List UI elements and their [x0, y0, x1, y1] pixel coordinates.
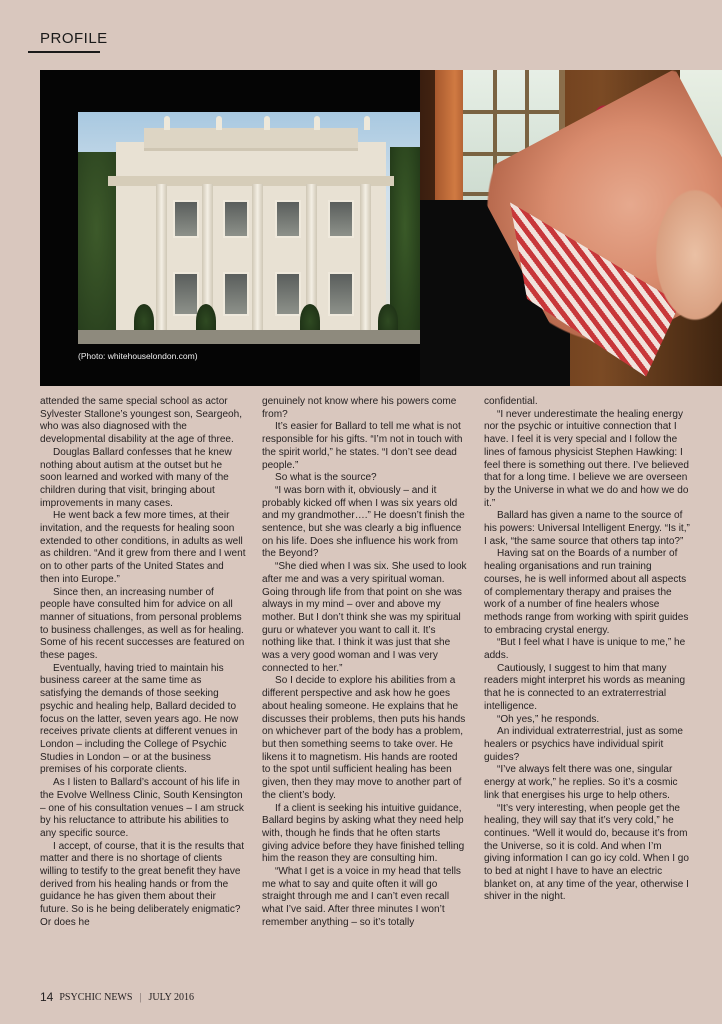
- article-paragraph: “But I feel what I have is unique to me,” he adds.: [484, 637, 686, 662]
- article-paragraph: “I’ve always felt there was one, singular energy at work,” he replies. So it’s a cosmic link that energises his urge to help others.: [484, 764, 678, 801]
- publication-name: PSYCHIC NEWS: [59, 991, 133, 1003]
- healer-hand: [650, 180, 722, 330]
- issue-date: JULY 2016: [148, 991, 195, 1003]
- article-paragraph: “What I get is a voice in my head that tells me what to say and quite often it will go straight through me and I can’t even recall what I’ve said. After three minutes I won’t remember anything – so it’s totally: [262, 866, 461, 928]
- article-paragraph: “I never underestimate the healing energy nor the psychic or intuitive connection that I have. I feel it is very special and I follow the lines of famous physicist Stephen Hawking: I feel there is something out there. I’ve believed that for a long time. I believe we are overseen by the Universe in what we do and how we do it.”: [484, 408, 689, 509]
- article-paragraph: attended the same special school as actor Sylvester Stallone’s youngest son, Seargeoh, who was also diagnosed with the developmental disability at the age of three.: [40, 396, 242, 446]
- hero-photo: [40, 70, 722, 386]
- article-paragraph: “I was born with it, obviously – and it probably kicked off when I was six years old and my grandmother….” He doesn’t finish the sentence, but she was clearly a big influence on his life. Does she influence his work from the Beyond?: [262, 484, 465, 560]
- article-paragraph: Since then, an increasing number of people have consulted him for advice on all manner of situations, from personal problems to business challenges, as well as for healing. Some of his recent successes are featured on these pages.: [40, 586, 245, 662]
- building-attic: [144, 128, 358, 151]
- article-paragraph: So I decide to explore his abilities from a different perspective and ask how he goes about healing someone. He explains that he discusses their problems, then puts his hands on whichever part of the body has a problem, but then something seems to take over. He likens it to magnetism. His hands are rooted to the spot until sufficient healing has been given, then they may move to another part of the client’s body.: [262, 675, 466, 801]
- article-paragraph: genuinely not know where his powers come from?: [262, 396, 457, 420]
- article-paragraph: Eventually, having tried to maintain his business career at the same time as satisfying the demands of those seeking psychic and healing help, Ballard decided to focus on the latter, seven years ago. He now receives private clients at different venues in London – including the College of Psychic Studies in London – or at the business premises of his corporate clients.: [40, 662, 239, 776]
- article-paragraph: I accept, of course, that it is the results that matter and there is no shortage of clients willing to testify to the great benefit they have derived from his healing hands or from the guidance he has given them about their future. So is he being deliberately enigmatic? Or does he: [40, 840, 244, 928]
- article-paragraph: “She died when I was six. She used to look after me and was a very spiritual woman. Going through life from that point on she was always in my mind – over and above my mother. But I don’t think she was my spiritual guru or whatever you want to call it. It’s nothing like that. I think it was just that she was a very good woman and I was very connected to her.”: [262, 561, 467, 674]
- article-column-2: [262, 396, 468, 930]
- article-column-3: [484, 396, 690, 904]
- section-label: PROFILE: [40, 30, 108, 47]
- article-paragraph: confidential.: [484, 396, 538, 407]
- page-number: 14: [40, 990, 54, 1004]
- article-column-1: [40, 396, 246, 930]
- article-paragraph: It’s easier for Ballard to tell me what is not responsible for his gifts. “I’m not in touch with the spirit world,” he states. “I don’t see dead people.”: [262, 421, 463, 471]
- page-footer: [40, 990, 194, 1004]
- article-paragraph: An individual extraterrestrial, just as some healers or psychics have individual spirit guides?: [484, 726, 683, 763]
- article-paragraph: “It’s very interesting, when people get the healing, they will say that it’s very cold,” he continues. “Well it would do, because it’s from the Universe, so it is cold. And when I’m giving information I can go icy cold. When I go to bed at night I have to have an electric blanket on, at any time of the year, otherwise I shiver in the night.: [484, 802, 689, 903]
- building-cornice: [108, 176, 394, 186]
- photo-caption: (Photo: whitehouselondon.com): [78, 351, 198, 361]
- article-body: [40, 396, 720, 984]
- article-paragraph: He went back a few more times, at their invitation, and the requests for healing soon extended to other conditions, in adults as well as children. “And it grew from there and I went on to other parts of the United States and then into Europe.”: [40, 510, 246, 585]
- article-paragraph: Ballard has given a name to the source of his powers: Universal Intelligent Energy. “Is it,” I ask, “the same source that others tap into?”: [484, 510, 690, 547]
- article-paragraph: Douglas Ballard confesses that he knew nothing about autism at the outset but he soon learned and worked with many of the children during that visit, bringing about improvements in many cases.: [40, 446, 232, 509]
- article-paragraph: Having sat on the Boards of a number of healing organisations and run training courses, he is well informed about all aspects of complementary therapy and praises the work of a number of fine healers whose methods range from working with spirit guides to embracing crystal energy.: [484, 548, 689, 636]
- article-paragraph: Cautiously, I suggest to him that many readers might interpret his words as meaning that he is connected to an extraterrestrial intelligence.: [484, 662, 686, 712]
- article-paragraph: So what is the source?: [275, 472, 377, 484]
- ground: [78, 330, 420, 344]
- article-paragraph: If a client is seeking his intuitive guidance, Ballard begins by asking what they need help with, though he finds that he often starts giving advice before they have finished telling him the reason they are consulting him.: [262, 802, 465, 865]
- article-paragraph: As I listen to Ballard’s account of his life in the Evolve Wellness Clinic, South Kensington – one of his consultation venues – I am struck by his reluctance to attribute his abilities to any specific source.: [40, 777, 244, 839]
- article-paragraph: “Oh yes,” he responds.: [497, 713, 600, 725]
- section-rule: [28, 51, 100, 53]
- building-photo: [78, 112, 420, 344]
- footer-separator: |: [139, 991, 142, 1003]
